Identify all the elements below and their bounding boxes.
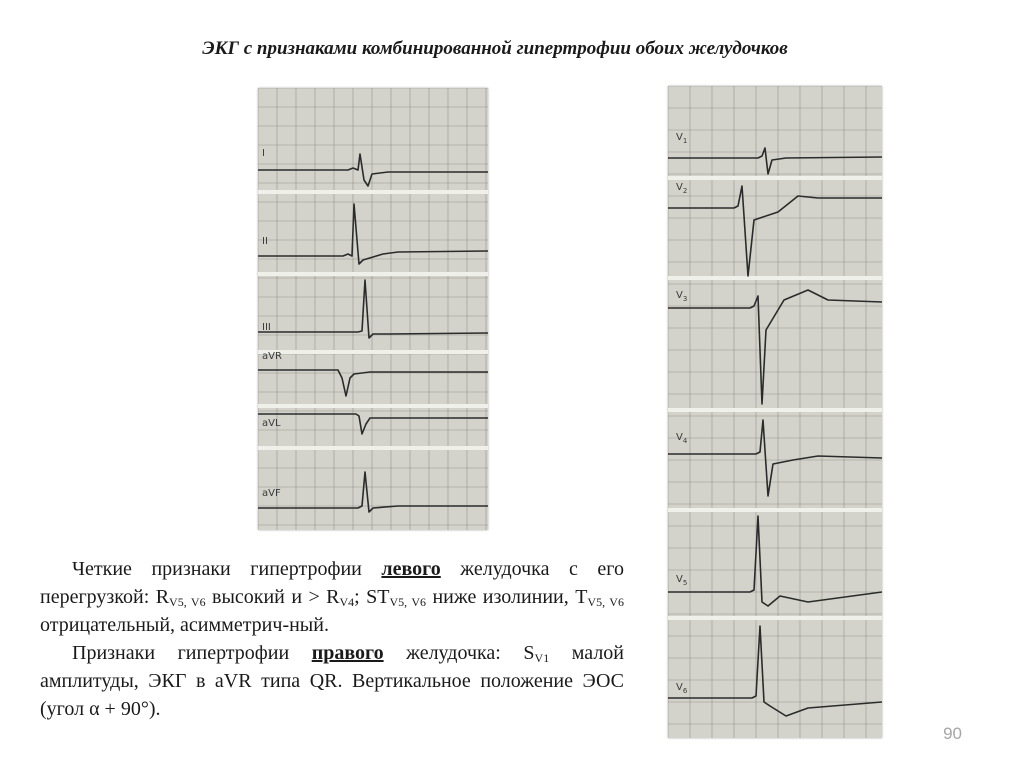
lead-label-avl: aVL (262, 418, 281, 429)
lead-v2-trace (668, 186, 882, 276)
lead-label-v3: $V_3$ (676, 290, 688, 303)
lead-label-i: I (262, 148, 265, 159)
limb-leads-trace (258, 88, 488, 530)
limb-leads-ecg (258, 88, 488, 530)
lead-label-v2: $V_2$ (676, 182, 688, 195)
lead-label-avf: aVF (262, 488, 281, 499)
lead-avl-trace (258, 414, 488, 434)
lead-iii-trace (258, 280, 488, 338)
lead-v3-trace (668, 290, 882, 404)
chest-leads-trace (668, 86, 882, 738)
lead-label-iii: III (262, 322, 271, 333)
right-word: правого (311, 642, 384, 664)
lead-label-v4: $V_4$ (676, 432, 688, 445)
lead-v6-trace (668, 626, 882, 716)
chest-leads-ecg (668, 86, 882, 738)
description (40, 555, 624, 723)
lead-label-ii: II (262, 236, 268, 247)
lead-label-avr: aVR (262, 351, 282, 362)
lead-v4-trace (668, 420, 882, 496)
lead-label-v1: $V_1$ (676, 132, 688, 145)
slide-title: ЭКГ с признаками комбинированной гипертрофии обоих желудочков (202, 38, 788, 59)
lead-i-trace (258, 154, 488, 186)
lead-v5-trace (668, 516, 882, 606)
right-ventricle-paragraph: Признаки гипертрофии правого желудочка: $S_{V1}$ малой амплитуды, ЭКГ в aVR типа QR. Вертикальное положение ЭОС (угол α + 90°). (40, 642, 624, 720)
lead-label-v5: $V_5$ (676, 574, 688, 587)
lead-label-v6: $V_6$ (676, 682, 688, 695)
page-number: 90 (943, 724, 962, 743)
left-word: левого (381, 558, 441, 580)
left-ventricle-paragraph: Четкие признаки гипертрофии левого желудочка с его перегрузкой: $R_{V5, V6}$ высокий $и > R_{V4}$; $ST_{V5, V6}$ ниже изолинии, $T_{V5, V6}$ отрицательный, асимметрич-ный. (40, 558, 624, 636)
lead-ii-trace (258, 204, 488, 264)
